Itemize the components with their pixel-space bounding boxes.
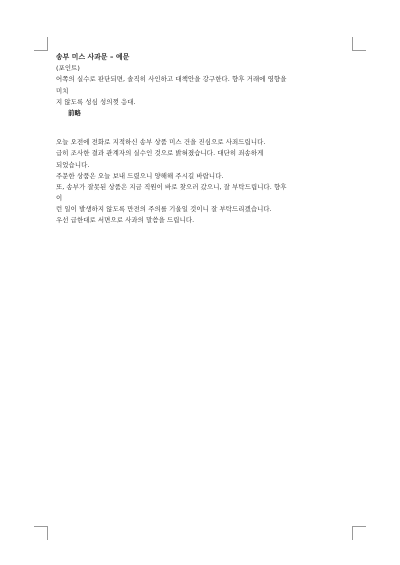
crop-mark-top-right-v [352, 37, 353, 51]
salutation-label: 前略 [68, 108, 81, 117]
body-line: 오늘 오전에 전화로 지적하신 송부 상품 미스 건을 진심으로 사죄드립니다. [56, 138, 266, 147]
paragraph-gap [56, 119, 356, 137]
point-line: 지 않도록 성심 성의껏 응대. [56, 97, 136, 106]
body-line: 또, 송부가 잘못된 상품은 지금 직원이 바로 찾으러 갔으니, 잘 부탁드립니다. 향후 [56, 182, 287, 191]
body-line: 런 일이 발생하지 않도록 만전의 주의를 기울일 것이니 잘 부탁드리겠습니다. [56, 205, 272, 214]
crop-mark-top-left-h [34, 50, 48, 51]
document-title: 송부 미스 사과문 – 예문 [56, 53, 130, 61]
body-line: 주문한 상품은 오늘 보내 드렸으니 양해해 주시길 바랍니다. [56, 171, 224, 180]
document-body [56, 52, 356, 227]
point-line: 어쪽의 실수로 판단되면, 솔직히 사인하고 대책안을 강구한다. 향후 거래에 영향을 [56, 75, 287, 84]
body-line: 급히 조사한 결과 관계자의 실수인 것으로 밝혀졌습니다. 대단히 죄송하게 [56, 149, 264, 158]
body-line: 되었습니다. [56, 160, 90, 169]
crop-mark-bottom-left-h [34, 526, 48, 527]
crop-mark-top-left-v [47, 37, 48, 51]
crop-mark-bottom-right-h [352, 526, 366, 527]
body-line: 우선 급한대로 서면으로 사과의 말씀을 드립니다. [56, 216, 195, 225]
crop-mark-bottom-left-v [47, 526, 48, 540]
crop-mark-top-right-h [352, 50, 366, 51]
body-line: 이 [56, 194, 63, 203]
point-line: 미치 [56, 86, 69, 95]
crop-mark-bottom-right-v [352, 526, 353, 540]
point-heading: (포인트) [56, 64, 81, 73]
